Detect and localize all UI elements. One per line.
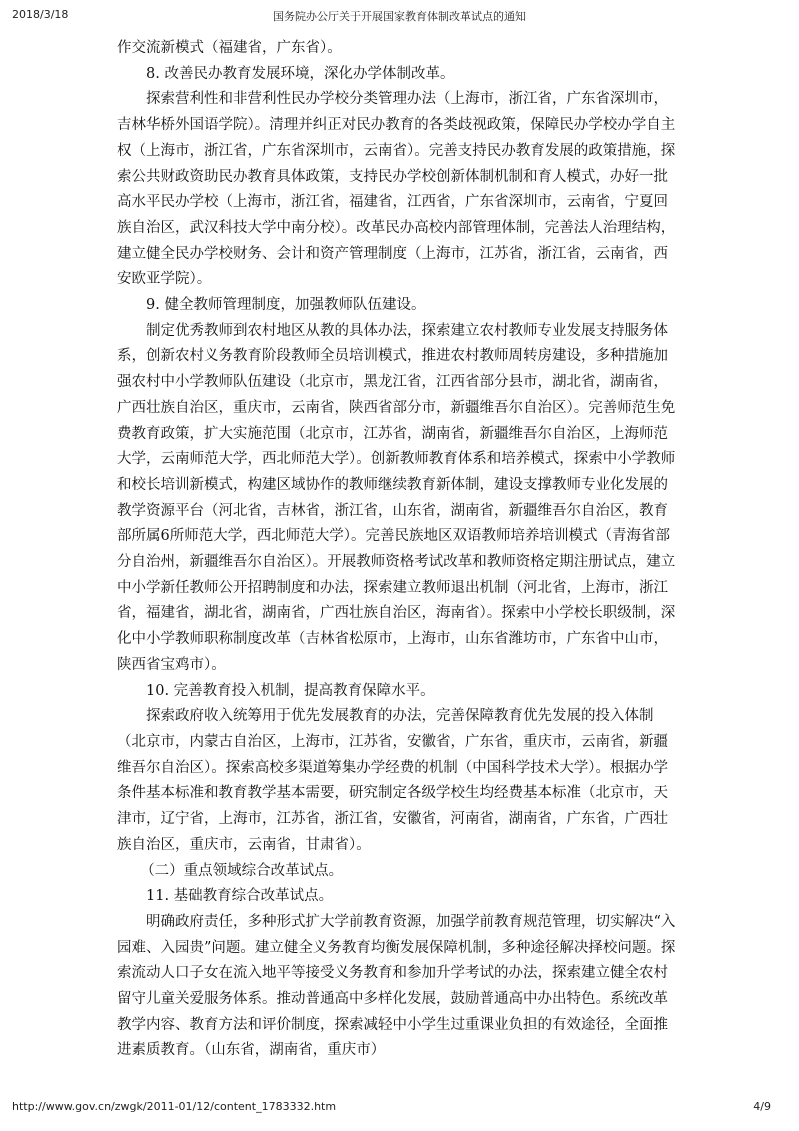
document-title: 国务院办公厅关于开展国家教育体制改革试点的通知 [273,10,526,23]
item-heading-9: 9. 健全教师管理制度，加强教师队伍建设。 [146,297,426,314]
paragraph-education-funding: 探索政府收入统筹用于优先发展教育的办法，完善保障教育优先发展的投入体制（北京市，内蒙古自治区，上海市，江苏省，安徽省，广东省，重庆市，云南省，新疆维吾尔自治区）。探索高校多渠道筹集办学经费的机制（中国科学技术大学）。根据办学条件基本标准和教育教学基本需要，研究制定各级学校生均经费基本标准（北京市，天津市，辽宁省，上海市，江苏省，浙江省，安徽省，河南省，湖南省，广东省，广西壮族自治区，重庆市，云南省，甘肃省）。 [117,708,668,853]
section-heading: （二）重点领域综合改革试点。 [140,862,344,879]
item-heading-10: 10. 完善教育投入机制，提高教育保障水平。 [146,682,435,699]
page-number: 4/9 [753,1100,771,1113]
source-url: http://www.gov.cn/zwgk/2011-01/12/content_1783332.htm [12,1100,337,1113]
paragraph-private-education: 探索营利性和非营利性民办学校分类管理办法（上海市，浙江省，广东省深圳市，吉林华桥外国语学院）。清理并纠正对民办教育的各类歧视政策，保障民办学校办学自主权（上海市，浙江省，广东省深圳市，云南省）。完善支持民办教育发展的政策措施，探索公共财政资助民办教育具体政策，支持民办学校创新体制机制和育人模式，办好一批高水平民办学校（上海市，浙江省，福建省，江西省，广东省深圳市，云南省，宁夏回族自治区，武汉科技大学中南分校）。改革民办高校内部管理体制，完善法人治理结构，建立健全民办学校财务、会计和资产管理制度（上海市，江苏省，浙江省，云南省，西安欧亚学院）。 [117,91,676,288]
document-body [117,36,677,1064]
paragraph-basic-education: 明确政府责任，多种形式扩大学前教育资源，加强学前教育规范管理，切实解决“入园难、入园贵”问题。建立健全义务教育均衡发展保障机制，多种途径解决择校问题。探索流动人口子女在流入地平等接受义务教育和参加升学考试的办法，探索建立健全农村留守儿童关爱服务体系。推动普通高中多样化发展，鼓励普通高中办出特色。系统改革教学内容、教育方法和评价制度，探索减轻中小学生过重课业负担的有效途径，全面推进素质教育。（山东省，湖南省，重庆市） [117,913,676,1059]
item-heading-8: 8. 改善民办教育发展环境，深化办学体制改革。 [146,65,455,82]
item-heading-11: 11. 基础教育综合改革试点。 [146,888,334,905]
paragraph-teacher-management: 制定优秀教师到农村地区从教的具体办法，探索建立农村教师专业发展支持服务体系，创新农村义务教育阶段教师全员培训模式，推进农村教师周转房建设，多种措施加强农村中小学教师队伍建设（北京市，黑龙江省，江西省部分县市，湖北省，湖南省，广西壮族自治区，重庆市，云南省，陕西省部分市，新疆维吾尔自治区）。完善师范生免费教育政策，扩大实施范围（北京市，江苏省，湖南省，新疆维吾尔自治区，上海师范大学，云南师范大学，西北师范大学）。创新教师教育体系和培养模式，探索中小学教师和校长培训新模式，构建区域协作的教师继续教育新体制，建设支撑教师专业化发展的教学资源平台（河北省，吉林省，浙江省，山东省，湖南省，新疆维吾尔自治区，教育部所属6所师范大学，西北师范大学）。完善民族地区双语教师培养培训模式（青海省部分自治州，新疆维吾尔自治区）。开展教师资格考试改革和教师资格定期注册试点，建立中小学新任教师公开招聘制度和办法，探索建立教师退出机制（河北省，上海市，浙江省，福建省，湖北省，湖南省，广西壮族自治区，海南省）。探索中小学校长职级制，深化中小学教师职称制度改革（吉林省松原市，上海市，山东省潍坊市，广东省中山市，陕西省宝鸡市）。 [117,322,676,673]
page-header [0,8,799,28]
print-date: 2018/3/18 [12,8,69,21]
paragraph-continued: 作交流新模式（福建省，广东省）。 [117,40,342,56]
page-footer [0,1100,799,1120]
